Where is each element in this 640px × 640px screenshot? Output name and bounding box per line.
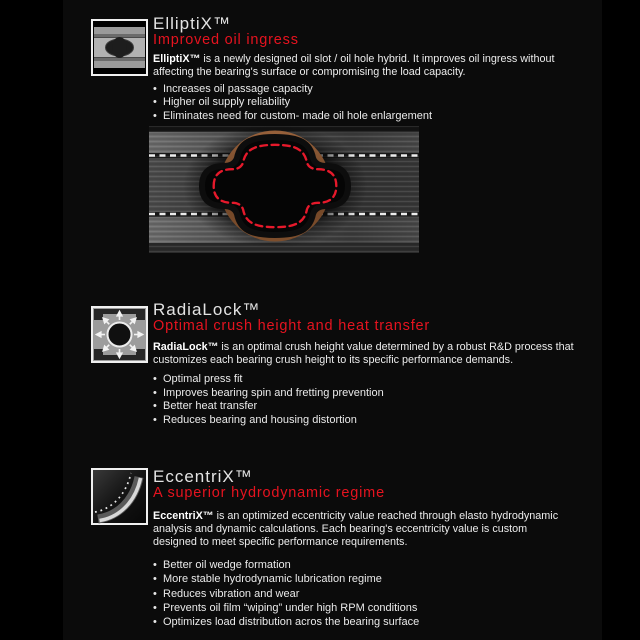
bullet-item: • Increases oil passage capacity (153, 83, 613, 96)
bullet-item: • Optimal press fit (153, 373, 613, 387)
section-title: ElliptiX™ (153, 14, 231, 33)
bullet-list (153, 83, 613, 123)
crush-height-radial-arrows-icon (91, 306, 148, 363)
section-body: EccentriX™ is an optimized eccentricity value reached through elasto hydrodynamic analysis and dynamic calculations. Each bearing's eccentricity value is custom designed to meet specific performance requirements. (153, 510, 559, 548)
section-subtitle: A superior hydrodynamic regime (153, 485, 385, 501)
eccentricity-arc-icon (91, 468, 148, 525)
bullet-item: • Eliminates need for custom- made oil hole enlargement (153, 110, 613, 123)
section-title: RadiaLock™ (153, 300, 261, 319)
body-lead: EccentriX™ (153, 510, 214, 522)
bullet-item: • Better heat transfer (153, 400, 613, 414)
bullet-list (153, 558, 613, 629)
bullet-item: • Reduces vibration and wear (153, 587, 613, 601)
bearing-oil-slot-photo (149, 126, 419, 253)
bullet-item: • Higher oil supply reliability (153, 96, 613, 109)
bullet-item: • Reduces bearing and housing distortion (153, 414, 613, 428)
bullet-item: • Improves bearing spin and fretting prevention (153, 387, 613, 401)
body-lead: ElliptiX™ (153, 53, 201, 65)
bullet-item: • Optimizes load distribution acros the bearing surface (153, 615, 613, 629)
oil-slot-bearing-icon (91, 19, 148, 76)
bullet-item: • More stable hydrodynamic lubrication regime (153, 572, 613, 586)
body-lead: RadiaLock™ (153, 341, 219, 353)
bullet-list (153, 373, 613, 428)
section-subtitle: Optimal crush height and heat transfer (153, 318, 431, 334)
bullet-item: • Prevents oil film “wiping” under high RPM conditions (153, 601, 613, 615)
section-body: RadiaLock™ is an optimal crush height value determined by a robust R&D process that customizes each bearing crush height to its specific performance demands. (153, 341, 574, 366)
section-body: ElliptiX™ is a newly designed oil slot / oil hole hybrid. It improves oil ingress without affecting the bearing's surface or compromising the load capacity. (153, 53, 555, 78)
section-title: EccentriX™ (153, 467, 253, 486)
section-subtitle: Improved oil ingress (153, 32, 299, 48)
bullet-item: • Better oil wedge formation (153, 558, 613, 572)
